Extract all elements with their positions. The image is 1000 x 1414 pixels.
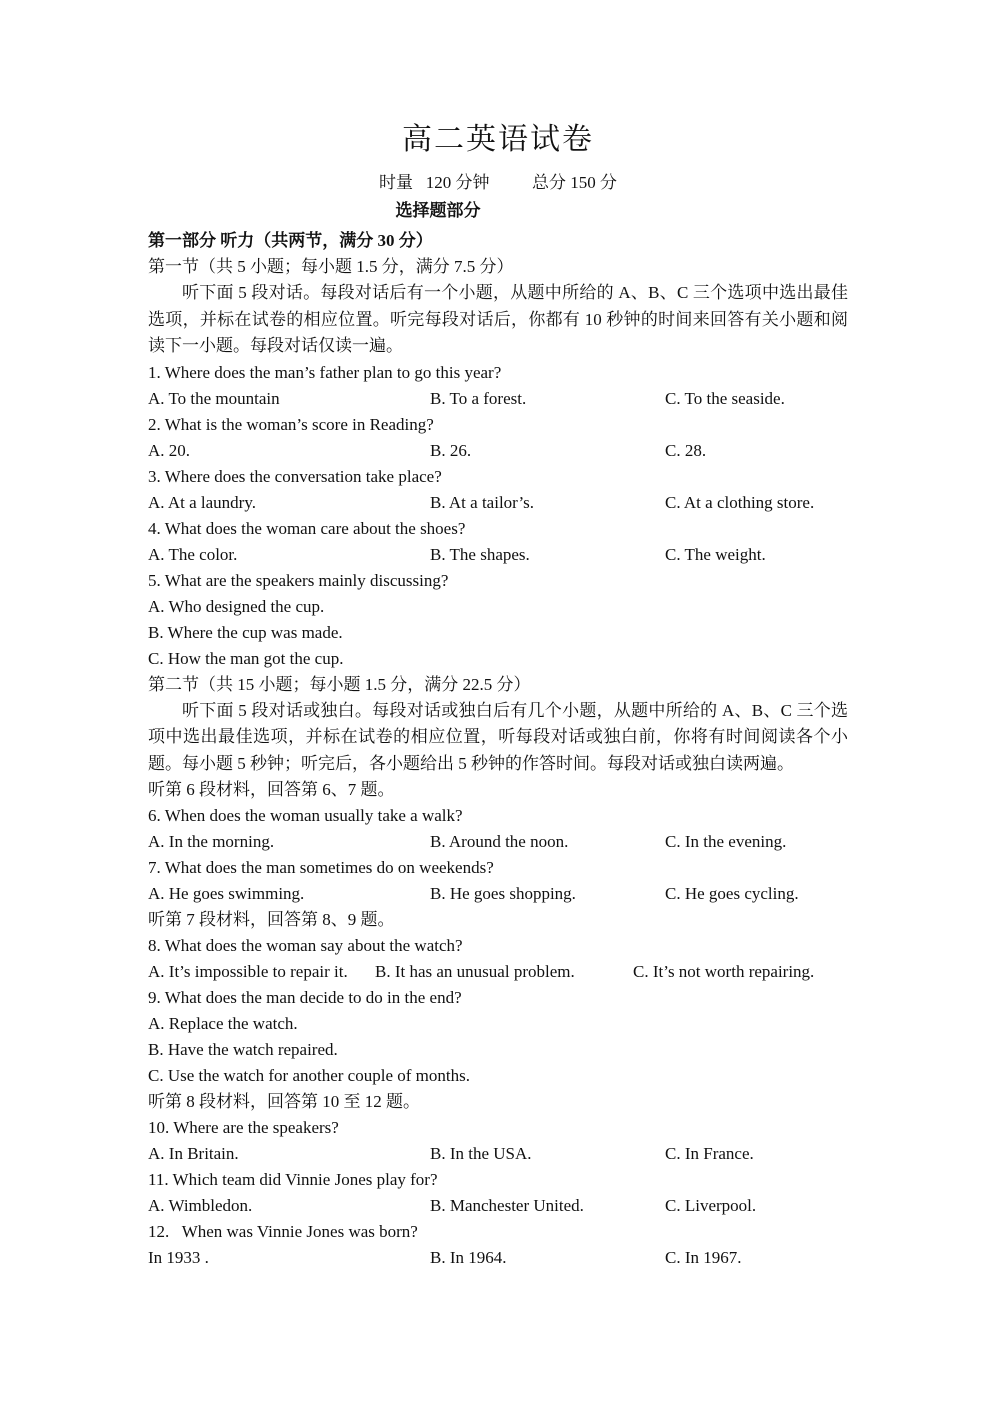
option-9-a[interactable]: A. Replace the watch. (148, 1014, 298, 1033)
question-stem-7: 7. What does the man sometimes do on weekends? (148, 858, 494, 877)
section-two-instruction: 听下面 5 段对话或独白。每段对话或独白后有几个小题，从题中所给的 A、B、C 三个选项中选出最佳选项，并标在试卷的相应位置，听每段对话或独白前，你将有时间阅读各个小题。每小题 5 秒钟；听完后，各小题给出 5 秒钟的作答时间。每段对话或独白读两遍。 (148, 700, 848, 773)
option-10-a[interactable]: A. In Britain. (148, 1144, 239, 1163)
option-3-a[interactable]: A. At a laundry. (148, 492, 256, 512)
section-one-instruction: 听下面 5 段对话。每段对话后有一个小题，从题中所给的 A、B、C 三个选项中选出最佳选项，并标在试卷的相应位置。听完每段对话后，你都有 10 秒钟的时间来回答有关小题和阅读下一小题。每段对话仅读一遍。 (148, 283, 848, 355)
question-stem-9: 9. What does the man decide to do in the end? (148, 988, 462, 1007)
question-stem-4: 4. What does the woman care about the shoes? (148, 518, 466, 538)
option-7-c[interactable]: C. He goes cycling. (665, 884, 799, 903)
question-stem-10: 10. Where are the speakers? (148, 1118, 339, 1137)
option-6-a[interactable]: A. In the morning. (148, 832, 275, 851)
option-row-10 (148, 1141, 850, 1167)
option-5-a[interactable]: A. Who designed the cup. (148, 596, 325, 616)
option-3-c[interactable]: C. At a clothing store. (665, 492, 815, 512)
option-4-a[interactable]: A. The color. (148, 544, 238, 564)
question-stem-3: 3. Where does the conversation take place? (148, 466, 442, 486)
question-stem-6: 6. When does the woman usually take a walk? (148, 806, 463, 825)
material-cue-6: 听第 6 段材料，回答第 6、7 题。 (148, 780, 395, 799)
section-one-heading: 第一节（共 5 小题；每小题 1.5 分，满分 7.5 分） (148, 257, 514, 276)
option-12-c[interactable]: C. In 1967. (665, 1248, 742, 1267)
option-row-12 (148, 1245, 850, 1271)
option-1-b[interactable]: B. To a forest. (430, 388, 527, 408)
option-8-b[interactable]: B. It has an unusual problem. (375, 962, 575, 981)
option-7-a[interactable]: A. He goes swimming. (148, 884, 305, 903)
option-11-b[interactable]: B. Manchester United. (430, 1196, 584, 1215)
option-7-b[interactable]: B. He goes shopping. (430, 884, 576, 903)
option-5-c[interactable]: C. How the man got the cup. (148, 648, 344, 668)
paper-section-label: 选择题部分 (395, 201, 481, 220)
option-row-4 (148, 542, 850, 568)
material-cue-7: 听第 7 段材料，回答第 8、9 题。 (148, 910, 395, 929)
exam-meta-line: 时量 120 分钟 总分 150 分 (379, 173, 617, 192)
section-two-heading: 第二节（共 15 小题；每小题 1.5 分，满分 22.5 分） (148, 674, 531, 694)
option-row-11 (148, 1193, 850, 1219)
option-3-b[interactable]: B. At a tailor’s. (430, 492, 535, 512)
option-11-c[interactable]: C. Liverpool. (665, 1196, 757, 1215)
option-9-b[interactable]: B. Have the watch repaired. (148, 1040, 338, 1059)
option-row-1 (148, 386, 850, 412)
option-8-c[interactable]: C. It’s not worth repairing. (633, 962, 815, 981)
option-12-a[interactable]: In 1933 . (148, 1248, 209, 1267)
option-4-c[interactable]: C. The weight. (665, 544, 766, 564)
option-8-a[interactable]: A. It’s impossible to repair it. (148, 962, 348, 981)
page-title: 高二英语试卷 (402, 123, 594, 156)
option-4-b[interactable]: B. The shapes. (430, 544, 530, 564)
option-row-6 (148, 829, 850, 855)
question-stem-11: 11. Which team did Vinnie Jones play for? (148, 1170, 438, 1189)
option-2-a[interactable]: A. 20. (148, 440, 191, 460)
option-row-7 (148, 881, 850, 907)
question-stem-5: 5. What are the speakers mainly discussing? (148, 570, 449, 590)
question-stem-12: 12. When was Vinnie Jones was born? (148, 1222, 418, 1241)
question-stem-8: 8. What does the woman say about the watch? (148, 936, 463, 955)
option-1-c[interactable]: C. To the seaside. (665, 388, 785, 408)
option-6-b[interactable]: B. Around the noon. (430, 832, 569, 851)
option-1-a[interactable]: A. To the mountain (148, 388, 280, 408)
question-stem-1: 1. Where does the man’s father plan to go this year? (148, 362, 502, 382)
option-10-c[interactable]: C. In France. (665, 1144, 754, 1163)
option-5-b[interactable]: B. Where the cup was made. (148, 622, 343, 642)
option-10-b[interactable]: B. In the USA. (430, 1144, 532, 1163)
option-2-c[interactable]: C. 28. (665, 440, 707, 460)
option-11-a[interactable]: A. Wimbledon. (148, 1196, 253, 1215)
option-6-c[interactable]: C. In the evening. (665, 832, 787, 851)
option-12-b[interactable]: B. In 1964. (430, 1248, 507, 1267)
question-stem-2: 2. What is the woman’s score in Reading? (148, 414, 434, 434)
part-one-heading: 第一部分 听力（共两节，满分 30 分） (148, 231, 433, 250)
material-cue-8: 听第 8 段材料，回答第 10 至 12 题。 (148, 1092, 420, 1111)
option-9-c[interactable]: C. Use the watch for another couple of months. (148, 1066, 470, 1085)
option-row-3 (148, 490, 850, 516)
option-2-b[interactable]: B. 26. (430, 440, 472, 460)
option-row-8 (148, 959, 850, 985)
option-row-2 (148, 438, 850, 464)
